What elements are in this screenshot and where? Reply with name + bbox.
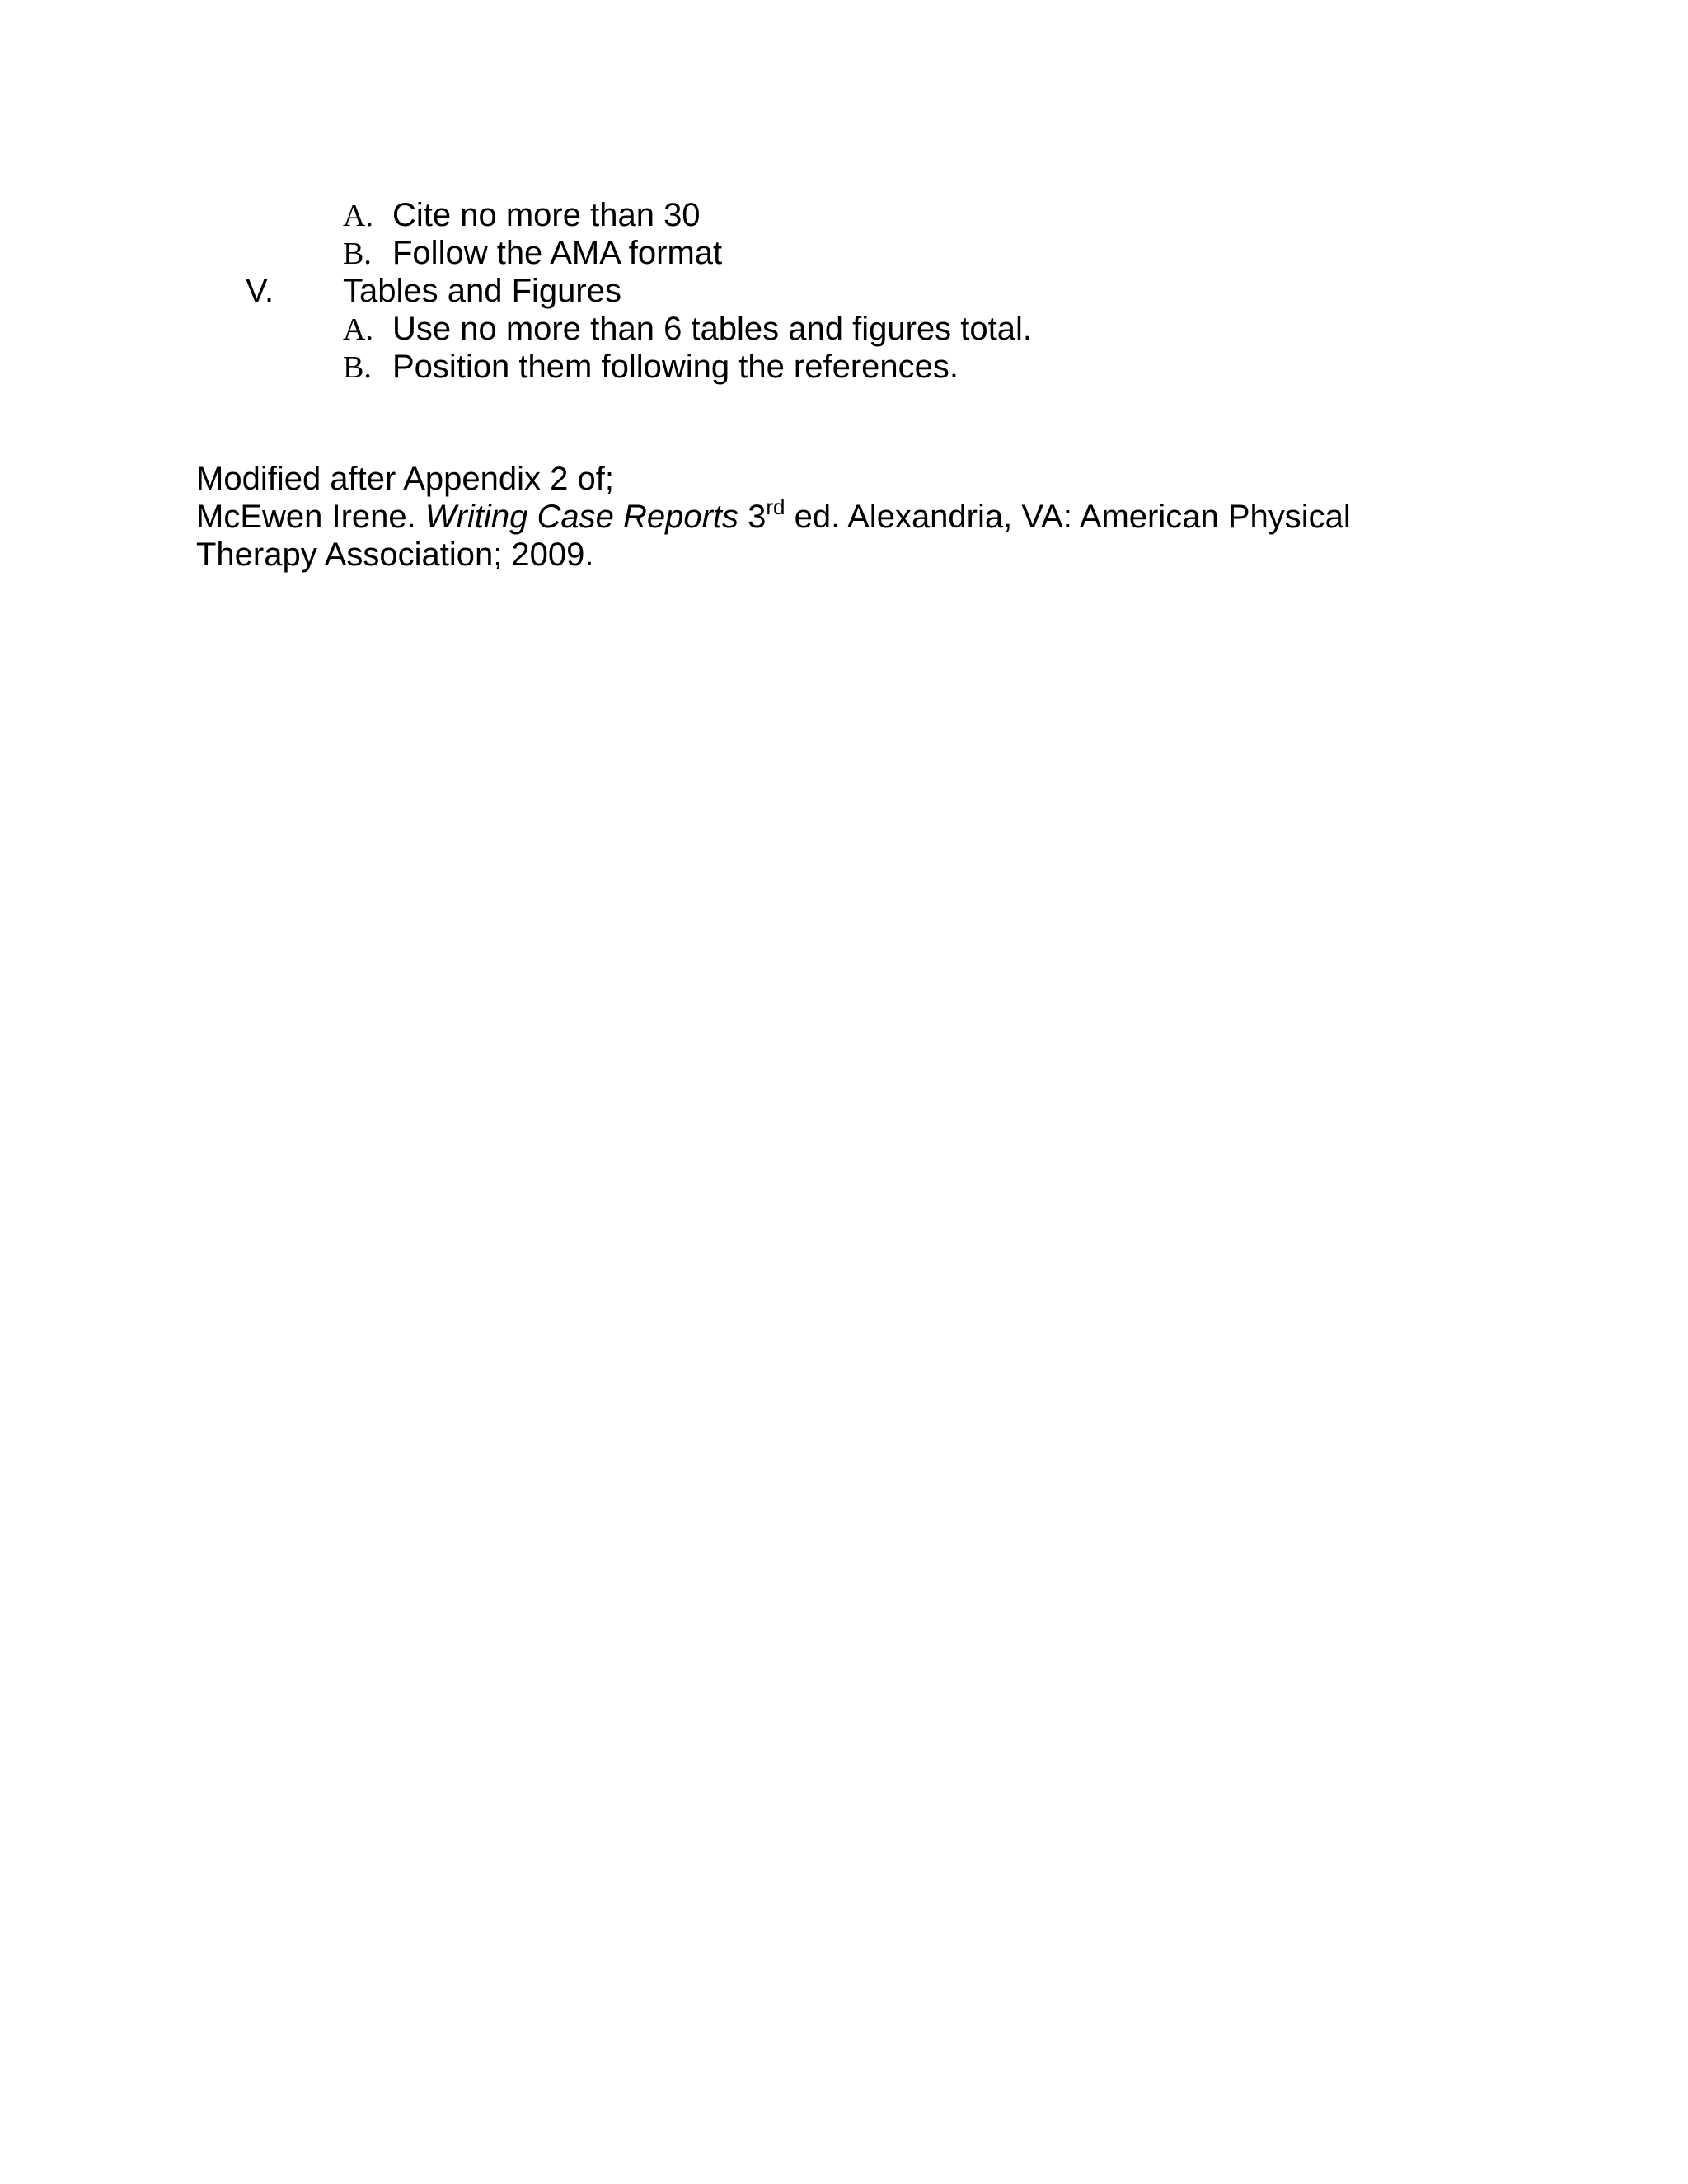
citation-reference [196, 494, 1351, 536]
section-heading [246, 272, 621, 310]
item-text: Follow the AMA format [392, 235, 723, 271]
outline-item [343, 310, 1033, 349]
item-marker: A. [343, 199, 373, 233]
citation-edition-suffix: rd [766, 494, 785, 519]
item-marker: B. [343, 350, 372, 385]
outline-item [343, 234, 723, 273]
citation-edition: 3 [738, 499, 767, 535]
citation-intro [196, 460, 614, 498]
outline-item [343, 348, 959, 387]
item-marker: B. [343, 237, 372, 271]
item-text: Cite no more than 30 [392, 197, 701, 233]
item-text: Use no more than 6 tables and figures total. [392, 311, 1033, 347]
citation-line: Therapy Association; 2009. [196, 537, 594, 573]
citation-line: Modified after Appendix 2 of; [196, 461, 614, 497]
section-title: Tables and Figures [343, 273, 621, 309]
citation-author: McEwen Irene. [196, 499, 425, 535]
citation-reference-continued [196, 536, 594, 574]
item-text: Position them following the references. [392, 349, 959, 385]
section-numeral: V. [246, 273, 274, 309]
citation-publisher: ed. Alexandria, VA: American Physical [785, 499, 1351, 535]
item-marker: A. [343, 312, 373, 347]
outline-item [343, 196, 701, 235]
citation-book-title: Writing Case Reports [424, 499, 739, 535]
